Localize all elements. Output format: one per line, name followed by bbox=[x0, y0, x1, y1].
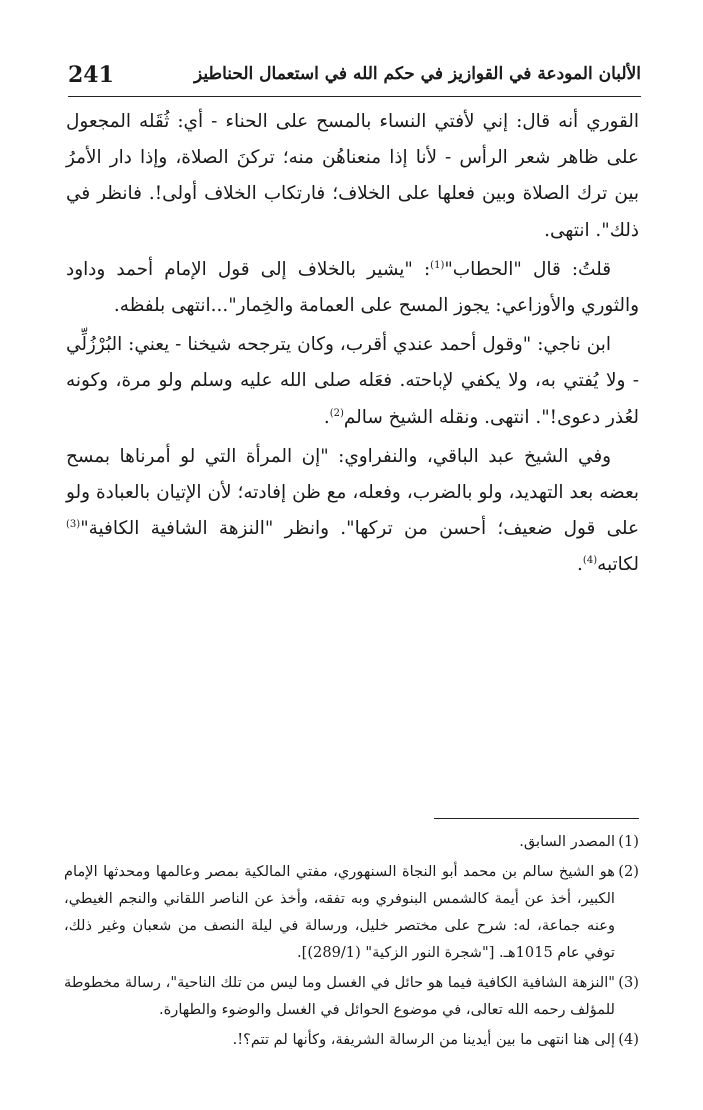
footnote-number: (2) bbox=[618, 863, 639, 880]
footnote-text: إلى هنا انتهى ما بين أيدينا من الرسالة الشريفة، وكأنها لم تتم؟!. bbox=[232, 1031, 615, 1048]
footnote-3 bbox=[64, 969, 639, 1023]
footnote-text: "النزهة الشافية الكافية فيما هو حائل في الغسل وما ليس من تلك الناحية"، رسالة مخطوطة للمؤلف رحمه الله تعالى، في موضوع الحوائل في الغسل والوضوء والطهارة. bbox=[64, 974, 615, 1018]
footnote-number: (1) bbox=[618, 833, 639, 850]
paragraph-3-text-b: . bbox=[323, 406, 330, 428]
footnotes bbox=[64, 828, 639, 1053]
footnote-text: هو الشيخ سالم بن محمد أبو النجاة السنهوري، مفتي المالكية بمصر وعالمها ومحدثها الإمام الكبير، أخذ عن أيمة كالشمس البنوفري وبه تفقه، وأخذ عن الناصر اللقاني والنجم الغيطي، وعنه جماعة، له: شرح على مختصر خليل، ورسالة في ليلة النصف من شعبان وغير ذلك، توفي عام 1015هـ. ["شجرة النور الزكية" (289/1)]. bbox=[64, 863, 615, 961]
paragraph-3 bbox=[66, 327, 639, 436]
footnote-ref-4: (4) bbox=[582, 555, 598, 567]
paragraph-2-text-b: : "يشير بالخلاف إلى قول الإمام أحمد وداود والثوري والأوزاعي: يجوز المسح على العمامة والخِمار"...انتهى بلفظه. bbox=[66, 258, 639, 317]
footnote-ref-1: (1) bbox=[430, 259, 445, 271]
footnote-ref-3: (3) bbox=[66, 519, 81, 531]
main-text bbox=[66, 104, 639, 584]
footnote-ref-2: (2) bbox=[329, 407, 344, 419]
footnote-divider bbox=[434, 818, 639, 819]
running-title: الألبان المودعة في القوازيز في حكم الله في استعمال الحناطيز bbox=[194, 64, 641, 84]
paragraph-4-text-a: وفي الشيخ عبد الباقي، والنفراوي: "إن المرأة التي لو أمرناها بمسح بعضه بعد التهديد، ولو بالضرب، وفعله، مع ظن إفادته؛ لأن الإتيان بالعبادة ولو على قول ضعيف؛ أحسن من تركها". وانظر "النزهة الشافية الكافية" bbox=[66, 445, 639, 540]
paragraph-4 bbox=[66, 439, 639, 584]
page-header bbox=[68, 58, 641, 97]
footnote-number: (3) bbox=[618, 974, 639, 991]
paragraph-4-text-b: لكاتبه bbox=[597, 554, 639, 576]
page-number: 241 bbox=[68, 62, 114, 88]
footnote-2 bbox=[64, 858, 639, 966]
paragraph-4-text-c: . bbox=[577, 554, 583, 576]
paragraph-2-text-a: قلتُ: قال "الحطاب" bbox=[444, 258, 611, 280]
footnote-4 bbox=[64, 1026, 639, 1053]
footnote-number: (4) bbox=[618, 1031, 639, 1048]
paragraph-2 bbox=[66, 252, 639, 324]
paragraph-3-text-a: ابن ناجي: "وقول أحمد عندي أقرب، وكان يترجحه شيخنا - يعني: البُرْزُلِّي - ولا يُفتي به، ولا يكفي لإباحته. فعَله صلى الله عليه وسلم ولو مرة، وكونه لعُذر دعوى!". انتهى. ونقله الشيخ سالم bbox=[66, 334, 639, 428]
footnote-text: المصدر السابق. bbox=[519, 833, 615, 850]
footnote-1 bbox=[64, 828, 639, 855]
paragraph-1: القوري أنه قال: إني لأفتي النساء بالمسح على الحناء - أي: ثُقَله المجعول على ظاهر شعر الرأس - لأنا إذا منعناهُن منه؛ تركنَ الصلاة، وإذا دار الأمرُ بين ترك الصلاة وبين فعلها على الخلاف؛ فارتكاب الخلاف أولى!. فانظر في ذلك". انتهى. bbox=[66, 111, 639, 241]
